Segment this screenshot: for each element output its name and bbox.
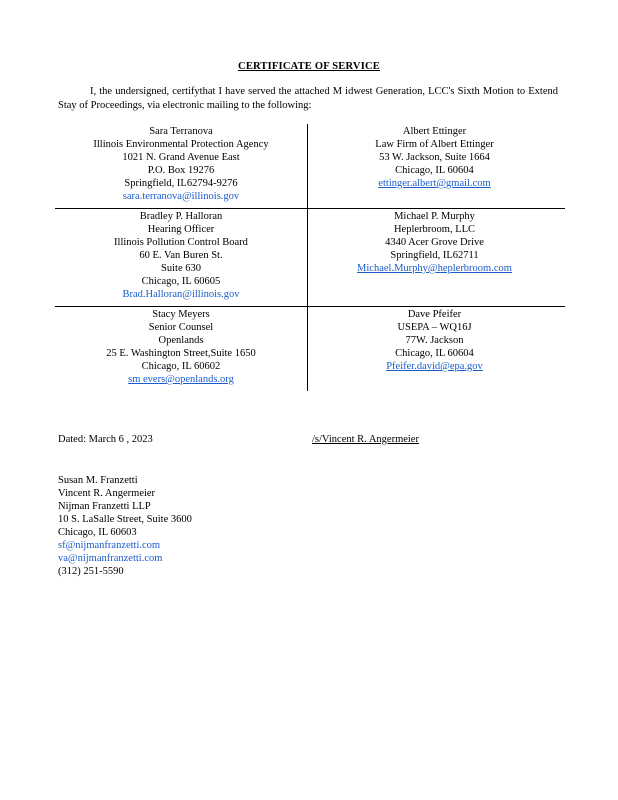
recipient-line: Springfield, IL62711 (390, 250, 479, 261)
recipient-line: 4340 Acer Grove Drive (385, 237, 484, 248)
intro-paragraph: I, the undersigned, certifythat I have served the attached M idwest Generation, LCC's Sixth Motion to Extend Stay of Proceedings, via electronic mailing to the following: (58, 86, 558, 111)
phone-number: (312) 251-5590 (58, 566, 124, 577)
recipient-row (55, 209, 565, 307)
recipient-line: Illinois Environmental Protection Agency (93, 139, 269, 150)
email-link[interactable]: Brad.Halloran@illinois.gov (122, 289, 240, 300)
recipient-line: Michael P. Murphy (394, 211, 475, 222)
signature-block-line: 10 S. LaSalle Street, Suite 3600 (58, 514, 192, 525)
recipient-albert-ettinger (308, 124, 561, 208)
signature-text: /s/Vincent R. Angermeier (312, 434, 419, 445)
recipient-dave-pfeifer (308, 307, 561, 391)
recipient-line: Law Firm of Albert Ettinger (375, 139, 494, 150)
recipient-bradley-halloran (55, 209, 308, 306)
signature-block (58, 474, 192, 578)
recipient-line: Bradley P. Halloran (139, 211, 223, 222)
signature-block-line: Vincent R. Angermeier (58, 488, 156, 499)
recipient-stacy-meyers (55, 307, 308, 391)
email-link[interactable]: sm evers@openlands.org (128, 374, 234, 385)
recipient-line: 60 E. Van Buren St. (139, 250, 223, 261)
email-link[interactable]: ettinger.albert@gmail.com (378, 178, 491, 189)
recipient-line: Illinois Pollution Control Board (114, 237, 248, 248)
recipient-line: Senior Counsel (148, 322, 214, 333)
recipient-line: Heplerbroom, LLC (393, 224, 476, 235)
recipient-michael-murphy (308, 209, 561, 306)
recipient-line: P.O. Box 19276 (147, 165, 215, 176)
recipient-line: Springfield, IL62794-9276 (124, 178, 238, 189)
recipient-sara-terranova (55, 124, 308, 208)
recipient-line: Openlands (158, 335, 204, 346)
recipient-line: Sara Terranova (149, 126, 213, 137)
recipient-line: 25 E. Washington Street,Suite 1650 (106, 348, 256, 359)
recipient-line: Stacy Meyers (152, 309, 210, 320)
email-link[interactable]: Michael.Murphy@heplerbroom.com (357, 263, 512, 274)
recipient-line: Chicago, IL 60605 (141, 276, 221, 287)
signature-line (312, 433, 419, 446)
recipient-row (55, 124, 565, 209)
recipient-line: Dave Pfeifer (407, 309, 462, 320)
recipient-line: Suite 630 (161, 263, 201, 274)
email-link[interactable]: sf@nijmanfranzetti.com (58, 540, 161, 551)
signature-block-line: Nijman Franzetti LLP (58, 501, 151, 512)
recipient-line: Hearing Officer (147, 224, 215, 235)
recipient-line: Chicago, IL 60604 (395, 348, 474, 359)
recipient-line: Chicago, IL 60604 (395, 165, 474, 176)
recipient-line: Chicago, IL 60602 (141, 361, 221, 372)
recipient-line: 53 W. Jackson, Suite 1664 (379, 152, 490, 163)
recipient-grid (55, 124, 565, 391)
signature-block-line: Susan M. Franzetti (58, 475, 138, 486)
signature-block-line: Chicago, IL 60603 (58, 527, 137, 538)
dated-line: Dated: March 6 , 2023 (58, 434, 153, 445)
recipient-line: Albert Ettinger (402, 126, 467, 137)
recipient-line: USEPA – WQ16J (397, 322, 472, 333)
email-link[interactable]: sara.terranova@illinois.gov (122, 191, 240, 202)
email-link[interactable]: Pfeifer.david@epa.gov (386, 361, 483, 372)
document-title: CERTIFICATE OF SERVICE (238, 61, 380, 72)
recipient-line: 1021 N. Grand Avenue East (122, 152, 240, 163)
email-link[interactable]: va@nijmanfranzetti.com (58, 553, 163, 564)
recipient-row (55, 307, 565, 391)
recipient-line: 77W. Jackson (405, 335, 464, 346)
